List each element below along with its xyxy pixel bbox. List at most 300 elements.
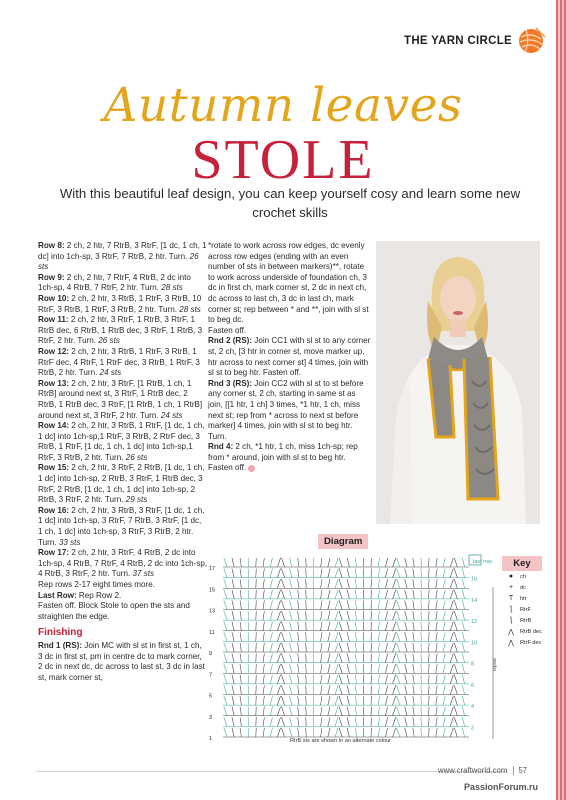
diagram-stitch — [335, 717, 338, 726]
diagram-stitch — [347, 611, 349, 620]
diagram-stitch — [462, 558, 464, 567]
diagram-stitch — [413, 707, 414, 716]
diagram-stitch — [355, 611, 356, 620]
end-of-pattern-icon — [248, 465, 255, 472]
diagram-stitch — [413, 728, 414, 737]
diagram-stitch — [413, 622, 414, 631]
diagram-stitch — [298, 675, 299, 684]
diagram-stitch — [224, 590, 227, 599]
diagram-stitch — [339, 611, 342, 620]
yarn-ball-icon — [516, 26, 546, 56]
diagram-stitch — [413, 600, 414, 609]
diagram-stitch — [277, 558, 280, 567]
key-item — [502, 593, 542, 604]
key-symbol-icon: T — [508, 595, 514, 602]
diagram-stitch — [405, 643, 407, 652]
diagram-stitch — [328, 728, 330, 737]
diagram-stitch — [263, 611, 264, 620]
page-footer — [438, 766, 527, 775]
finishing-heading: Finishing — [38, 627, 83, 639]
diagram-stitch — [224, 569, 227, 578]
diagram-stitch — [321, 611, 322, 620]
rnd1-label: Rnd 1 (RS): — [38, 640, 83, 650]
diagram-stitch — [290, 622, 292, 631]
diagram-stitch — [321, 696, 322, 705]
diagram-stitch — [281, 685, 284, 694]
rnd2-label: Rnd 2 (RS): — [208, 336, 253, 346]
diagram-stitch — [385, 590, 387, 599]
diagram-stitch — [240, 569, 241, 578]
diagram-stitch — [339, 569, 342, 578]
diagram-stitch — [355, 569, 356, 578]
diagram-stitch — [339, 654, 342, 663]
diagram-stitch — [355, 707, 356, 716]
diagram-stitch — [281, 622, 284, 631]
diagram-stitch — [224, 622, 227, 631]
diagram-stitch — [240, 675, 241, 684]
diagram-row-number: 15 — [209, 587, 216, 594]
diagram-stitch — [413, 579, 414, 588]
diagram-stitch — [355, 654, 356, 663]
diagram-stitch — [270, 600, 272, 609]
key-symbol-icon: + — [508, 584, 514, 591]
diagram-row-number: 8 — [471, 661, 475, 668]
diagram-stitch — [298, 643, 299, 652]
diagram-stitch — [281, 558, 284, 567]
diagram-stitch — [232, 590, 234, 599]
diagram-stitch — [413, 632, 414, 641]
diagram-stitch — [454, 579, 457, 588]
repeat-instruction: Rep rows 2-17 eight times more. — [38, 580, 155, 589]
row-label: Row 9: — [38, 272, 65, 282]
diagram-stitch — [450, 600, 453, 609]
key-label: ch — [520, 573, 526, 580]
diagram-stitch — [328, 611, 330, 620]
diagram-stitch — [436, 600, 437, 609]
diagram-stitch — [232, 558, 234, 567]
diagram-stitch — [347, 675, 349, 684]
diagram-stitch — [240, 728, 241, 737]
diagram-stitch — [397, 696, 400, 705]
diagram-stitch — [335, 728, 338, 737]
diagram-stitch — [436, 728, 437, 737]
diagram-stitch — [378, 654, 379, 663]
diagram-stitch — [240, 611, 241, 620]
diagram-stitch — [347, 558, 349, 567]
diagram-stitch — [290, 590, 292, 599]
diagram-stitch — [405, 579, 407, 588]
diagram-stitch — [393, 664, 396, 673]
repeat-label: repeat — [492, 658, 497, 671]
diagram-stitch — [450, 717, 453, 726]
diagram-stitch — [240, 664, 241, 673]
row-label: Row 15: — [38, 463, 70, 473]
diagram-stitch — [462, 632, 464, 641]
diagram-stitch — [385, 643, 387, 652]
diagram-stitch — [281, 654, 284, 663]
diagram-stitch — [281, 579, 284, 588]
diagram-stitch — [277, 654, 280, 663]
diagram-stitch — [339, 590, 342, 599]
diagram-stitch — [443, 590, 445, 599]
diagram-stitch — [240, 654, 241, 663]
diagram-stitch — [378, 590, 379, 599]
diagram-stitch — [321, 569, 322, 578]
diagram-stitch — [232, 622, 234, 631]
page-title: STOLE — [191, 129, 375, 191]
key-symbol-icon: ● — [508, 573, 514, 580]
diagram-stitch — [405, 664, 407, 673]
row-label: Row 10: — [38, 293, 70, 303]
diagram-stitch — [321, 728, 322, 737]
diagram-stitch — [436, 579, 437, 588]
diagram-stitch — [270, 579, 272, 588]
finishing-rnd1 — [38, 641, 208, 683]
diagram-stitch — [378, 579, 379, 588]
diagram-stitch — [378, 600, 379, 609]
diagram-stitch — [397, 664, 400, 673]
key-item — [502, 571, 542, 582]
diagram-stitch — [281, 590, 284, 599]
diagram-stitch — [462, 664, 464, 673]
diagram-stitch — [290, 600, 292, 609]
key-label: RtrF dec — [520, 639, 542, 646]
diagram-row-number: 1 — [209, 736, 213, 742]
diagram-stitch — [355, 685, 356, 694]
diagram-stitch — [462, 622, 464, 631]
diagram-stitch — [263, 728, 264, 737]
diagram-stitch — [298, 632, 299, 641]
diagram-label: Diagram — [318, 534, 368, 549]
diagram-stitch — [393, 728, 396, 737]
diagram-stitch — [263, 685, 264, 694]
diagram-stitch — [232, 654, 234, 663]
key-list — [502, 571, 542, 648]
diagram-stitch — [290, 611, 292, 620]
diagram-row-number: 3 — [209, 714, 213, 721]
diagram-stitch — [270, 728, 272, 737]
diagram-stitch — [298, 558, 299, 567]
diagram-stitch — [443, 707, 445, 716]
diagram-stitch — [450, 569, 453, 578]
diagram-stitch — [378, 569, 379, 578]
diagram-stitch — [443, 569, 445, 578]
diagram-stitch — [462, 685, 464, 694]
diagram-stitch — [378, 717, 379, 726]
diagram-stitch — [328, 579, 330, 588]
diagram-stitch — [232, 579, 234, 588]
diagram-stitch — [397, 717, 400, 726]
diagram-stitch — [335, 569, 338, 578]
diagram-stitch — [224, 654, 227, 663]
diagram-stitch — [454, 600, 457, 609]
diagram-stitch — [224, 579, 227, 588]
diagram-stitch — [328, 632, 330, 641]
diagram-stitch — [277, 728, 280, 737]
diagram-stitch — [270, 696, 272, 705]
pattern-column-1 — [38, 241, 208, 683]
diagram-stitch — [270, 707, 272, 716]
diagram-stitch — [454, 569, 457, 578]
diagram-stitch — [240, 707, 241, 716]
diagram-stitch — [462, 728, 464, 737]
diagram-stitch — [436, 622, 437, 631]
diagram-stitch — [328, 696, 330, 705]
diagram-stitch — [405, 590, 407, 599]
diagram-stitch — [328, 664, 330, 673]
diagram-stitch — [393, 707, 396, 716]
diagram-stitch — [263, 643, 264, 652]
diagram-stitch — [462, 654, 464, 663]
diagram-stitch — [413, 611, 414, 620]
row-stitch-count: 26 sts — [98, 336, 120, 346]
diagram-stitch — [335, 579, 338, 588]
model-photo — [376, 241, 540, 524]
diagram-stitch — [443, 579, 445, 588]
diagram-stitch — [232, 611, 234, 620]
diagram-stitch — [321, 643, 322, 652]
diagram-stitch — [224, 696, 227, 705]
diagram-stitch — [462, 569, 464, 578]
diagram-stitch — [413, 664, 414, 673]
diagram-stitch — [328, 590, 330, 599]
diagram-stitch — [405, 600, 407, 609]
row-label: Row 16: — [38, 505, 70, 515]
diagram-stitch — [450, 728, 453, 737]
diagram-stitch — [339, 696, 342, 705]
diagram-stitch — [450, 664, 453, 673]
diagram-stitch — [347, 707, 349, 716]
diagram-stitch — [450, 590, 453, 599]
diagram-stitch — [450, 675, 453, 684]
diagram-stitch — [413, 590, 414, 599]
last-row-instruction — [38, 591, 208, 602]
key-item — [502, 582, 542, 593]
diagram-stitch — [270, 611, 272, 620]
diagram-stitch — [321, 558, 322, 567]
crochet-diagram — [207, 553, 501, 745]
diagram-stitch — [378, 558, 379, 567]
diagram-stitch — [321, 707, 322, 716]
diagram-stitch — [405, 632, 407, 641]
rnd4-text: 2 ch, *1 htr, 1 ch, miss 1ch-sp; rep from * around, join with sl st to beg htr. Fasten off. — [208, 442, 358, 473]
diagram-stitch — [397, 675, 400, 684]
row-stitch-count: 26 sts — [38, 251, 199, 272]
diagram-stitch — [385, 632, 387, 641]
diagram-stitch — [443, 675, 445, 684]
row-text: 2 ch, 2 htr, 3 RtrB, 1 RtrF, 3 RtrB, 1 RtrF dec, 4 RtrF, 1 RtrF dec, 3 RtrB, 1 RtrF, 3 RtrB, 2 htr. Turn. — [38, 346, 200, 378]
diagram-stitch — [281, 664, 284, 673]
diagram-stitch — [454, 664, 457, 673]
diagram-stitch — [355, 622, 356, 631]
diagram-stitch — [232, 632, 234, 641]
diagram-stitch — [281, 717, 284, 726]
diagram-stitch — [405, 611, 407, 620]
diagram-stitch — [277, 643, 280, 652]
diagram-stitch — [378, 664, 379, 673]
diagram-stitch — [385, 728, 387, 737]
diagram-stitch — [393, 611, 396, 620]
diagram-stitch — [240, 579, 241, 588]
diagram-stitch — [405, 622, 407, 631]
diagram-stitch — [397, 707, 400, 716]
diagram-stitch — [240, 717, 241, 726]
finishing-rnd3 — [208, 379, 372, 443]
diagram-stitch — [462, 611, 464, 620]
diagram-rows — [209, 558, 477, 742]
diagram-stitch — [263, 558, 264, 567]
pattern-row — [38, 315, 208, 347]
diagram-stitch — [232, 685, 234, 694]
diagram-stitch — [450, 696, 453, 705]
diagram-stitch — [393, 569, 396, 578]
diagram-stitch — [454, 632, 457, 641]
row-text: 2 ch, 2 htr, 3 RtrF, 1 RtrB, 3 RtrF, 1 RtrB dec, 6 RtrB, 1 RtrB dec, 3 RtrF, 1 RtrB, 3 RtrF, 2 htr. Turn. — [38, 315, 203, 346]
diagram-stitch — [240, 622, 241, 631]
diagram-stitch — [462, 579, 464, 588]
diagram-stitch — [405, 675, 407, 684]
diagram-stitch — [277, 632, 280, 641]
diagram-stitch — [385, 622, 387, 631]
diagram-stitch — [298, 622, 299, 631]
diagram-stitch — [270, 654, 272, 663]
diagram-stitch — [462, 600, 464, 609]
diagram-stitch — [224, 728, 227, 737]
diagram-stitch — [454, 622, 457, 631]
diagram-stitch — [393, 643, 396, 652]
diagram-stitch — [270, 632, 272, 641]
diagram-stitch — [335, 707, 338, 716]
diagram-stitch — [393, 590, 396, 599]
diagram-stitch — [393, 622, 396, 631]
diagram-stitch — [277, 622, 280, 631]
diagram-stitch — [224, 600, 227, 609]
diagram-stitch — [436, 654, 437, 663]
diagram-stitch — [232, 707, 234, 716]
diagram-stitch — [321, 675, 322, 684]
diagram-stitch — [270, 590, 272, 599]
last-row-label: Last Row: — [38, 590, 77, 600]
diagram-stitch — [277, 685, 280, 694]
key-title: Key — [502, 556, 542, 571]
pattern-row — [38, 421, 208, 463]
diagram-stitch — [385, 675, 387, 684]
diagram-stitch — [413, 643, 414, 652]
diagram-stitch — [240, 600, 241, 609]
diagram-stitch — [339, 707, 342, 716]
diagram-stitch — [405, 717, 407, 726]
diagram-stitch — [290, 717, 292, 726]
diagram-stitch — [281, 611, 284, 620]
diagram-stitch — [347, 590, 349, 599]
diagram-stitch — [385, 707, 387, 716]
diagram-stitch — [378, 696, 379, 705]
diagram-stitch — [339, 717, 342, 726]
diagram-stitch — [298, 728, 299, 737]
diagram-stitch — [355, 632, 356, 641]
last-row-label: last row — [473, 559, 492, 565]
diagram-stitch — [347, 654, 349, 663]
rnd1-continued: *rotate to work across row edges, dc evenly across row edges (ending with an even number of sts in between markers)**, rotate to work across underside of foundation ch, 3 dc in first ch, mark corner st, 2 dc in next ch, dc across to last ch, 3 dc in last ch, mark corner st; rep between * and **, join with sl st to beg dc. — [208, 241, 369, 325]
diagram-stitch — [281, 696, 284, 705]
diagram-stitch — [436, 696, 437, 705]
diagram-stitch — [240, 558, 241, 567]
page-number: 57 — [513, 766, 527, 775]
diagram-stitch — [339, 685, 342, 694]
diagram-stitch — [290, 728, 292, 737]
diagram-stitch — [224, 632, 227, 641]
diagram-stitch — [347, 622, 349, 631]
standfirst: With this beautiful leaf design, you can keep yourself cosy and learn some new crochet skills — [59, 186, 521, 220]
diagram-stitch — [462, 590, 464, 599]
diagram-stitch — [339, 622, 342, 631]
diagram-stitch — [277, 600, 280, 609]
diagram-stitch — [263, 717, 264, 726]
diagram-stitch — [443, 558, 445, 567]
diagram-stitch — [270, 569, 272, 578]
finishing-rnd4 — [208, 442, 372, 474]
diagram-stitch — [270, 643, 272, 652]
diagram-stitch — [335, 654, 338, 663]
diagram-stitch — [321, 632, 322, 641]
row-label: Row 12: — [38, 346, 70, 356]
diagram-stitch — [347, 579, 349, 588]
diagram-stitch — [290, 654, 292, 663]
row-text: 2 ch, 2 htr, 3 RtrF, [1 RtrB, 1 ch, 1 RtrB] around next st, 3 RtrF, 1 RtrB dec, 2 RtrB, 1 RtrB dec, 3 RtrF, [1 RtrB, 1 ch, 1 RtrB] around next st, 3 RtrF, 2 htr. Turn. — [38, 378, 203, 420]
diagram-stitch — [290, 685, 292, 694]
diagram-stitch — [347, 632, 349, 641]
diagram-stitch — [277, 611, 280, 620]
pattern-rows — [38, 241, 208, 580]
diagram-stitch — [335, 558, 338, 567]
diagram-stitch — [281, 632, 284, 641]
diagram-stitch — [277, 590, 280, 599]
diagram-stitch — [240, 590, 241, 599]
diagram-stitch — [397, 643, 400, 652]
diagram-stitch — [328, 600, 330, 609]
diagram-stitch — [378, 611, 379, 620]
diagram-stitch — [436, 643, 437, 652]
row-text: 2 ch, 2 htr, 3 RtrF, 2 RtrB, [1 dc, 1 ch, 1 dc] into 1ch-sp, 2 RtrB, 3 RtrF, 1 RtrB dec, 3 RtrF, 2 RtrB, [1 dc, 1 ch, 1 dc] into 1ch-sp, 2 RtrB, 3 RtrF, 2 htr. Turn. — [38, 463, 205, 505]
diagram-stitch — [355, 643, 356, 652]
pattern-row — [38, 294, 208, 315]
diagram-stitch — [378, 685, 379, 694]
diagram-row-number: 2 — [471, 725, 475, 732]
diagram-stitch — [224, 611, 227, 620]
diagram-stitch — [290, 579, 292, 588]
diagram-stitch — [335, 622, 338, 631]
diagram-row-number: 6 — [471, 682, 475, 689]
diagram-stitch — [443, 643, 445, 652]
diagram-stitch — [321, 685, 322, 694]
diagram-stitch — [355, 579, 356, 588]
diagram-stitch — [290, 675, 292, 684]
diagram-stitch — [436, 558, 437, 567]
diagram-stitch — [436, 611, 437, 620]
row-label: Row 13: — [38, 378, 70, 388]
diagram-stitch — [378, 643, 379, 652]
diagram-stitch — [298, 654, 299, 663]
diagram-stitch — [450, 579, 453, 588]
row-stitch-count: 24 sts — [160, 410, 183, 420]
diagram-stitch — [298, 569, 299, 578]
diagram-stitch — [454, 654, 457, 663]
diagram-stitch — [436, 569, 437, 578]
diagram-stitch — [454, 685, 457, 694]
diagram-stitch — [224, 717, 227, 726]
diagram-stitch — [405, 707, 407, 716]
last-row-text: Rep Row 2. — [76, 590, 122, 600]
